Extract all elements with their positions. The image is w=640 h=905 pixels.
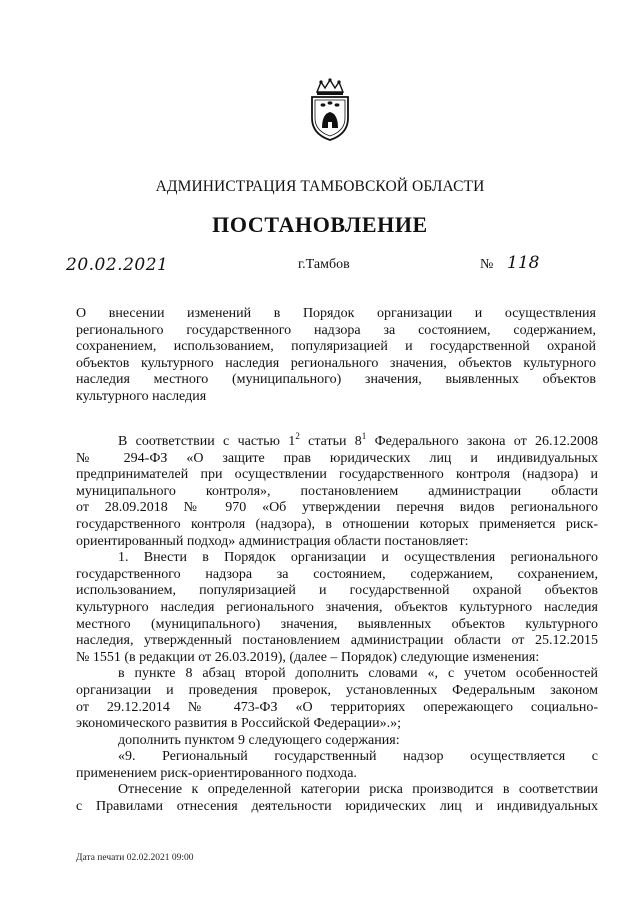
handwritten-number: 118 (507, 253, 540, 273)
body-line: от 28.09.2018 № 970 «Об утверждении перечня видов регионального (76, 500, 598, 516)
body-line: экономического развития в Российской Федерации».»; (76, 716, 401, 732)
subject-line: культурного наследия (76, 388, 207, 404)
tambov-coat-of-arms-icon (303, 78, 357, 142)
body-line: государственного надзора за состоянием, содержанием, сохранением, (76, 566, 598, 582)
subject-line: О внесении изменений в Порядок организации и осуществления (76, 306, 596, 321)
body-line: использованием, популяризацией и государственной охраной объектов (76, 583, 598, 599)
body-line: государственного контроля (надзора), в отношении которых применяется риск- (76, 516, 598, 532)
body-line: в пункте 8 абзац второй дополнить словами «, с учетом особенностей (118, 666, 598, 682)
body-line: организации и проведения проверок, установленных Федеральным законом (76, 682, 598, 698)
print-date-footer: Дата печати 02.02.2021 09:00 (76, 853, 194, 863)
body-line: «9. Региональный государственный надзор осуществляется с (118, 749, 598, 765)
body-line: местного (муниципального) значения, выявленных объектов культурного (76, 616, 598, 632)
subject-line: регионального государственного надзора за состоянием, содержанием, (76, 322, 596, 338)
body-line: дополнить пунктом 9 следующего содержания: (118, 732, 400, 748)
body-line: 1. Внести в Порядок организации и осуществления регионального (118, 550, 598, 566)
body-line: № 294-ФЗ «О защите прав юридических лиц и индивидуальных (76, 450, 598, 466)
body-line: В соответствии с частью $1^2$ статьи $8^1$ Федерального закона от 26.12.2008 (118, 431, 598, 449)
organization-name: АДМИНИСТРАЦИЯ ТАМБОВСКОЙ ОБЛАСТИ (155, 178, 485, 195)
subject-line: объектов культурного наследия регионального значения, объектов культурного (76, 355, 596, 371)
body-line: наследия, утвержденный постановлением администрации области от 25.12.2015 (76, 633, 598, 649)
resolution-body (76, 431, 598, 816)
number-label: № (480, 257, 494, 272)
document-type-title: ПОСТАНОВЛЕНИЕ (212, 212, 428, 237)
city-label: г.Тамбов (298, 257, 350, 272)
body-line: Отнесение к определенной категории риска производится в соответствии (118, 782, 598, 798)
body-line: № 1551 (в редакции от 26.03.2019), (далее – Порядок) следующие изменения: (76, 649, 540, 665)
body-line: ориентированный подход» администрация области постановляет: (76, 533, 469, 549)
handwritten-date: 20.02.2021 (66, 255, 169, 275)
body-line: с Правилами отнесения деятельности юридических лиц и индивидуальных (76, 799, 598, 815)
body-line: муниципального контроля», постановлением администрации области (76, 483, 598, 499)
body-line: предпринимателей при осуществлении государственного контроля (надзора) и (76, 467, 598, 483)
body-line: культурного наследия регионального значения, объектов культурного наследия (76, 599, 598, 615)
body-line: от 29.12.2014 № 473-ФЗ «О территориях опережающего социально- (76, 699, 598, 715)
resolution-subject (76, 306, 596, 405)
body-line: применением риск-ориентированного подхода. (76, 765, 357, 781)
subject-line: сохранением, использованием, популяризацией и государственной охраной (76, 339, 596, 354)
subject-line: наследия местного (муниципального) значения, выявленных объектов (76, 372, 596, 387)
